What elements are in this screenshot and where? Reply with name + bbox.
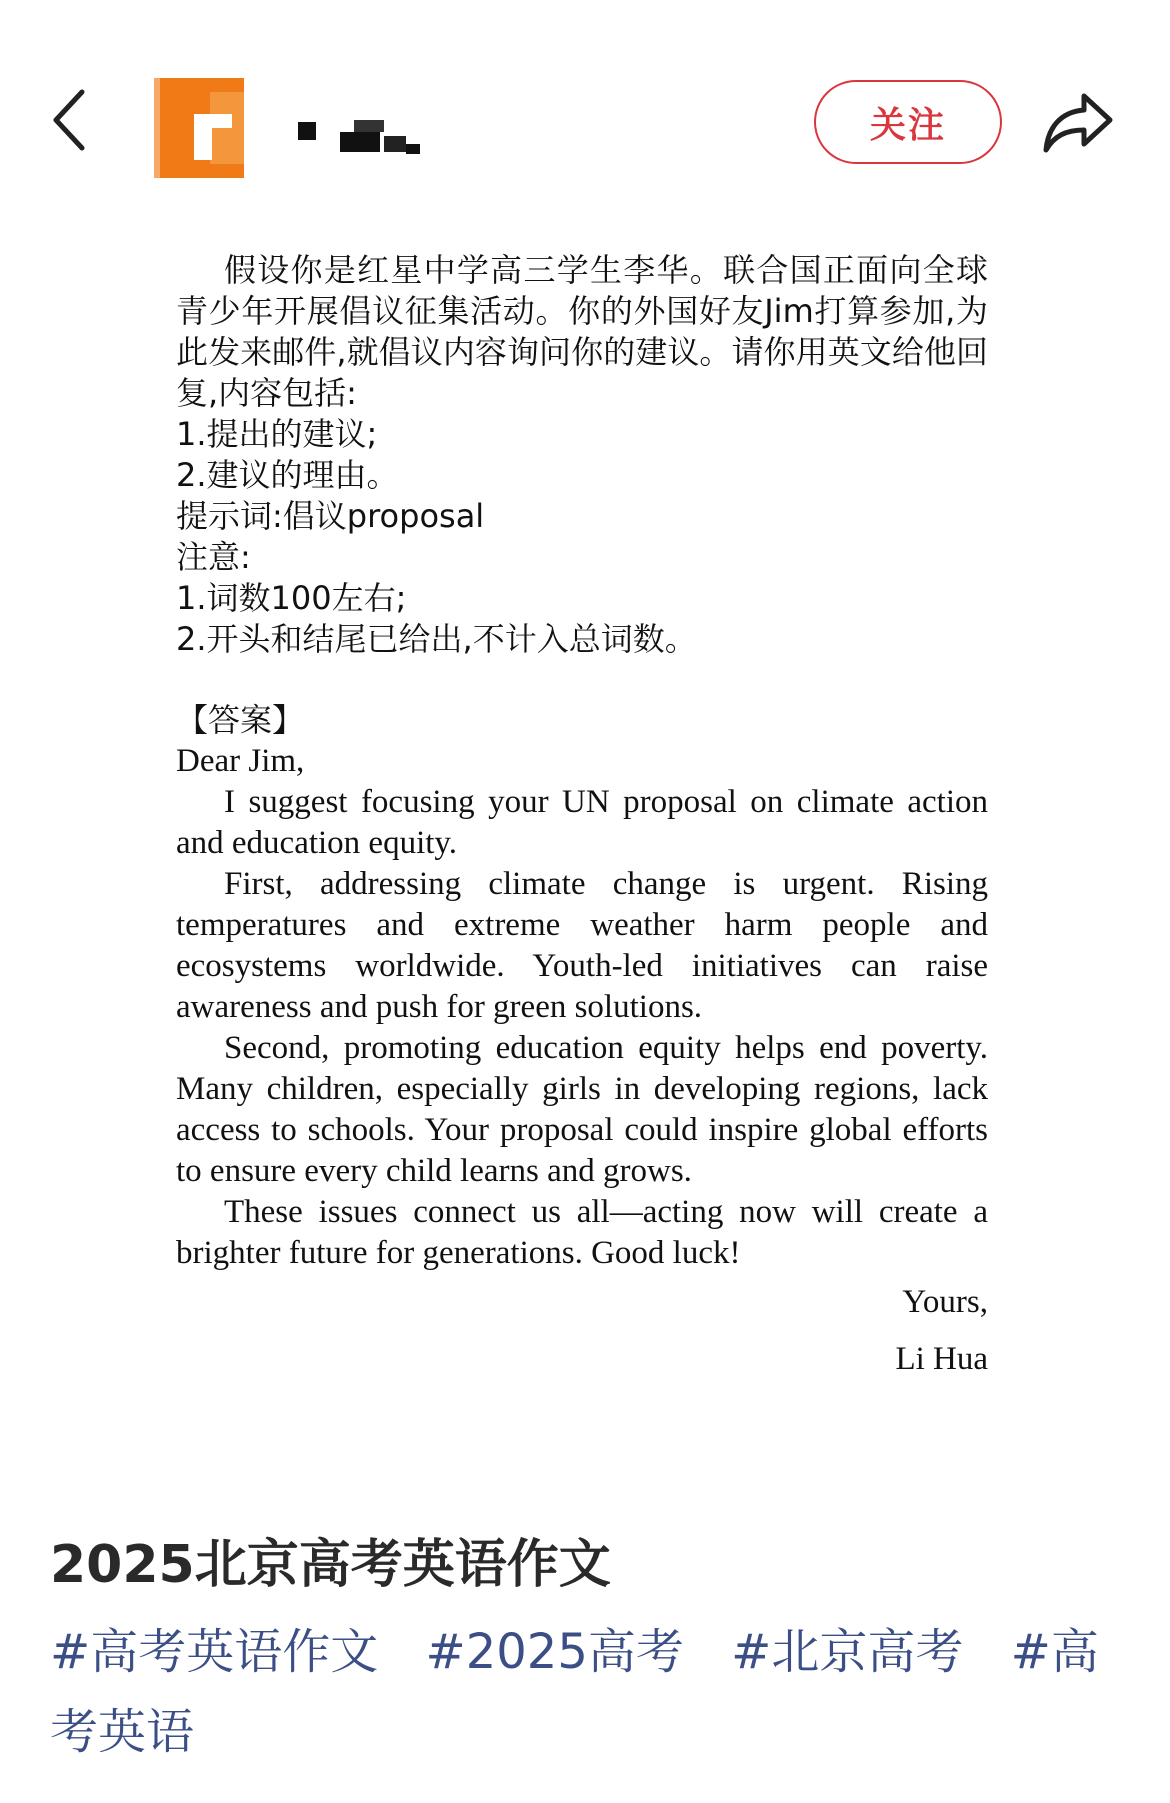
- essay-signature: Li Hua: [895, 1341, 988, 1377]
- essay-note-item: 2.开头和结尾已给出,不计入总词数。: [176, 620, 697, 658]
- essay-prompt-item: 1.提出的建议;: [176, 415, 378, 453]
- hashtag-list: [50, 1612, 1130, 1772]
- essay-note-item: 1.词数100左右;: [176, 579, 407, 617]
- hashtag-link[interactable]: #北京高考: [731, 1624, 964, 1680]
- essay-paragraph: First, addressing climate change is urgent. Rising temperatures and extreme weather harm people and ecosystems worldwide. Youth-led initiatives can raise awareness and push for green solutions.: [176, 866, 988, 1025]
- essay-paragraph: I suggest focusing your UN proposal on climate action and education equity.: [176, 784, 988, 861]
- essay-image[interactable]: [176, 250, 988, 1388]
- essay-closing: Yours,: [902, 1284, 988, 1320]
- back-button[interactable]: [40, 80, 100, 160]
- username-pixelated[interactable]: [290, 110, 430, 160]
- essay-note-label: 注意:: [176, 538, 251, 576]
- essay-prompt-item: 2.建议的理由。: [176, 456, 399, 494]
- post-title: 2025北京高考英语作文: [50, 1535, 611, 1595]
- share-button[interactable]: [1040, 84, 1116, 160]
- chevron-left-icon: [40, 80, 100, 160]
- essay-hint: 提示词:倡议proposal: [176, 497, 485, 535]
- answer-label: 【答案】: [176, 701, 305, 739]
- essay-paragraph: These issues connect us all—acting now will create a brighter future for generations. Good luck!: [176, 1194, 988, 1271]
- hashtag-link[interactable]: #2025高考: [425, 1624, 684, 1680]
- follow-button[interactable]: 关注: [814, 80, 1002, 164]
- avatar[interactable]: [150, 78, 256, 180]
- top-bar: [0, 0, 1170, 230]
- hashtag-link[interactable]: #高考英语: [50, 1624, 1099, 1760]
- hashtag-link[interactable]: #高考英语作文: [50, 1624, 379, 1680]
- essay-greeting: Dear Jim,: [176, 743, 305, 779]
- essay-paragraph: Second, promoting education equity helps end poverty. Many children, especially girls in developing regions, lack access to schools. Your proposal could inspire global efforts to ensure every child learns and grows.: [176, 1030, 988, 1189]
- share-icon: [1040, 84, 1116, 160]
- essay-prompt: 假设你是红星中学高三学生李华。联合国正面向全球青少年开展倡议征集活动。你的外国好友Jim打算参加,为此发来邮件,就倡议内容询问你的建议。请你用英文给他回复,内容包括:: [176, 251, 988, 412]
